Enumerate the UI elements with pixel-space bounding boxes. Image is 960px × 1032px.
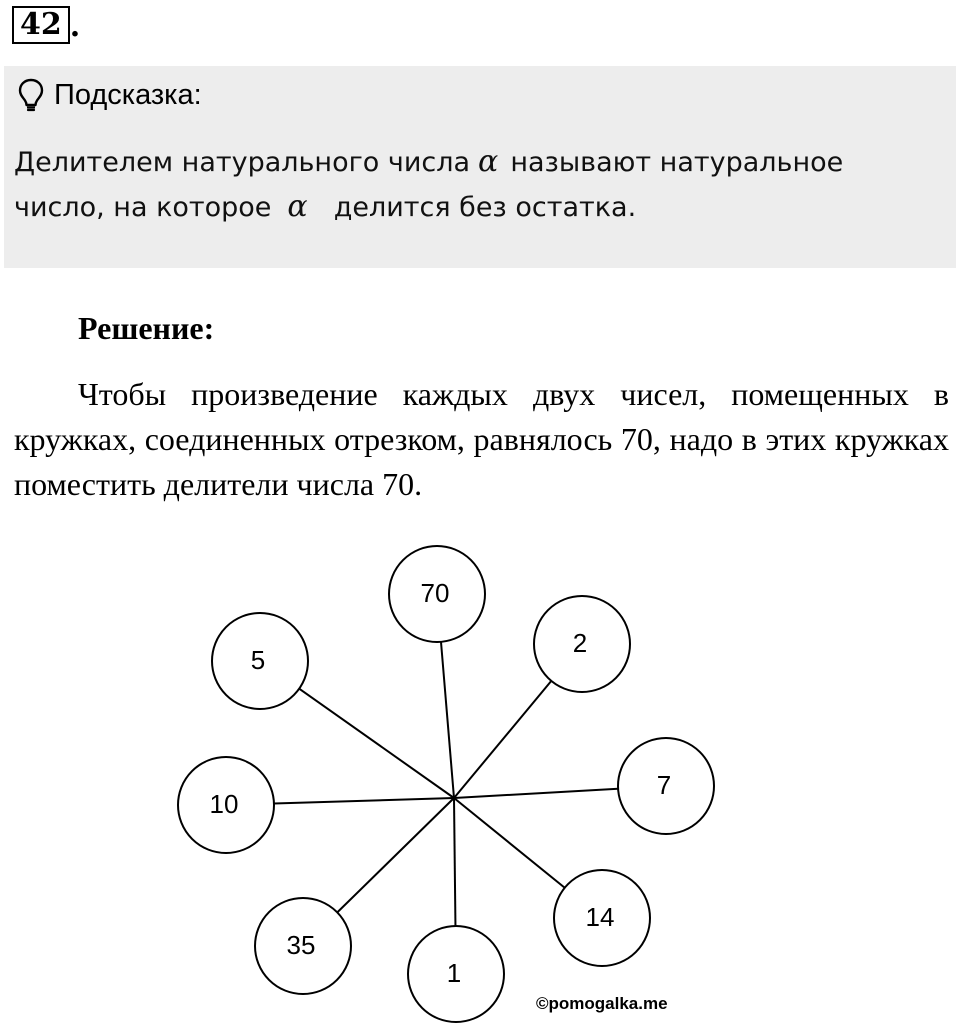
circle-label-14: 14 [585,901,615,932]
segment-7 [454,789,618,798]
copyright: ©pomogalka.me [536,994,668,1013]
node-10 [178,757,274,853]
hint-line1-after: называют натуральное [510,147,844,178]
node-5 [212,613,308,709]
circle-label-1: 1 [446,957,462,988]
segment-10 [274,798,454,804]
hint-variable-2: α [287,189,308,224]
circle-label-2: 2 [572,627,588,658]
segment-14 [454,798,565,888]
node-1 [408,926,504,1022]
segment-35 [337,798,454,912]
segment-1 [454,798,455,926]
hint-variable: α [478,144,499,179]
solution-text: Чтобы произведение каждых двух чисел, помещенных в кружках, соединенных отрезком, равнялось 70, надо в этих кружках поместить делители числа 70. [14,376,949,502]
circle-label-7: 7 [656,769,672,800]
node-7 [618,738,714,834]
hint-line1-before: Делителем натурального числа [14,147,471,178]
circle-label-70: 70 [420,577,450,608]
node-2 [534,596,630,692]
hint-line2-after: делится без остатка. [333,192,637,223]
circle-label-10: 10 [209,788,239,819]
node-70 [389,546,485,642]
node-35 [255,898,351,994]
node-14 [554,870,650,966]
circle-label-5: 5 [250,644,266,675]
solution-title: Решение: [78,310,215,346]
hint-line2-before: число, на которое [14,192,272,223]
segment-2 [454,681,551,798]
circle-label-35: 35 [286,929,316,960]
task-number-dot: . [69,9,81,44]
segment-5 [299,689,454,798]
segment-70 [441,642,454,798]
hint-title: Подсказка: [54,78,202,111]
task-number-value: 42 [12,6,70,44]
